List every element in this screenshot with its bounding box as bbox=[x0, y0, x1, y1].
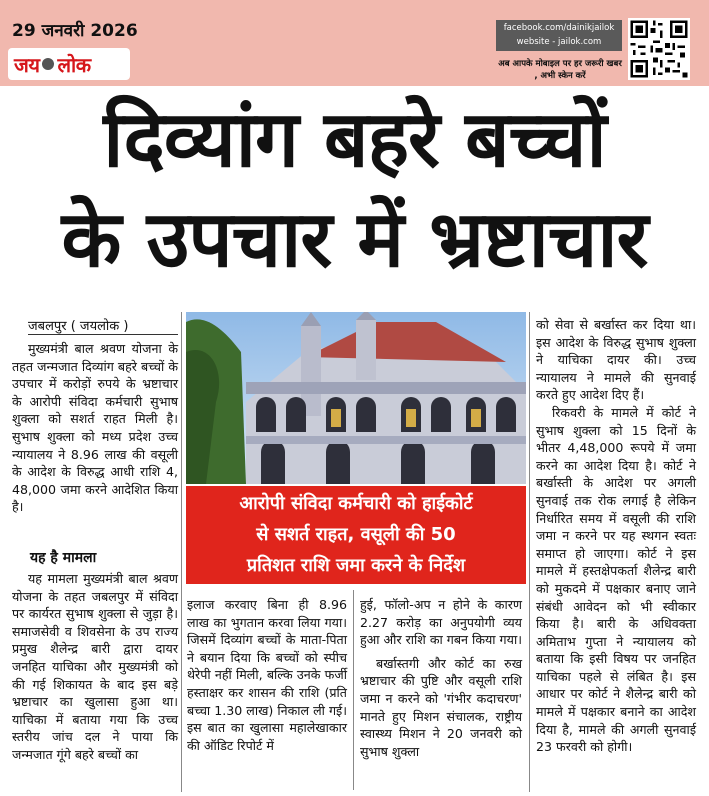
column-divider bbox=[181, 312, 182, 792]
issue-date: 29 जनवरी 2026 bbox=[12, 21, 138, 41]
qr-code-icon bbox=[628, 18, 690, 80]
article-column-1-top bbox=[12, 340, 178, 516]
headline-line-1: दिव्यांग बहरे बच्चों bbox=[103, 95, 606, 185]
caption-line-1: आरोपी संविदा कर्मचारी को हाईकोर्ट bbox=[239, 493, 473, 514]
article-paragraph: हुई, फॉलो-अप न होने के कारण 2.27 करोड़ का अनुपयोगी व्यय हुआ और राशि का गबन किया गया। bbox=[360, 597, 522, 648]
website-link[interactable]: website - jailok.com bbox=[516, 37, 602, 47]
caption-line-3: प्रतिशत राशि जमा करने के निर्देश bbox=[246, 555, 466, 576]
article-paragraph: को सेवा से बर्खास्त कर दिया था। इस आदेश के विरुद्ध सुभाष शुक्ला ने याचिका दायर की। उच्च न्यायालय ने मामले की सुनवाई करते हुए आदेश दिए हैं। bbox=[536, 317, 696, 403]
main-headline bbox=[0, 90, 709, 290]
article-paragraph: रिकवरी के मामले में कोर्ट ने सुभाष शुक्ला को 15 दिनों के भीतर 4,48,000 रूपये में जमा करने का आदेश दिया है। कोर्ट ने बर्खास्ती के आदेश पर अगली सुनवाई तक रोक लगाई है लेकिन निर्धारित समय में वसूली की राशि जमा न करने पर यह स्थगन स्वतः समाप्त हो जाएगा। कोर्ट ने इस मामले में हस्तक्षेपकर्ता शैलेन्द्र बारी को मुकदमे में पक्षकार बनाए जाने संबंधी आवेदन को भी स्वीकार किया है। बारी के अधिवक्ता अमिताभ गुप्ता ने न्यायालय को बताया कि इसी विषय पर जनहित याचिका पहले से लंबित है। इस आधार पर कोर्ट ने शैलेन्द्र बारी को मामले में पक्षकार बनाने का आदेश दिया है, मामले की अगली सुनवाई 23 फरवरी को होगी। bbox=[536, 404, 696, 755]
globe-icon bbox=[42, 58, 54, 70]
dateline: जबलपुर ( जयलोक ) bbox=[28, 316, 178, 335]
headline-line-2: के उपचार में भ्रष्टाचार bbox=[61, 195, 648, 285]
article-column-3 bbox=[360, 596, 522, 760]
article-paragraph: इलाज करवाए बिना ही 8.96 लाख का भुगतान करवा लिया गया। जिसमें दिव्यांग बच्चों के माता-पिता ने बयान दिया कि बच्चों को स्पीच थेरेपी नहीं मिली, बल्कि उनके फर्जी हस्ताक्षर कर शासन की राशि (प्रति बच्चा 1.30 लाख) निकाल ली गई। इस बात का खुलासा महालेखाकार की ऑडिट रिपोर्ट में bbox=[187, 597, 347, 753]
caption-line-2: से सशर्त राहत, वसूली की 50 bbox=[256, 524, 456, 545]
article-column-1-bottom bbox=[12, 570, 178, 764]
article-paragraph: बर्खास्तगी और कोर्ट का रुख भ्रष्टाचार की पुष्टि और वसूली राशि जमा न करने को 'गंभीर कदाचरण' मानते हुए मिशन संचालक, राष्ट्रीय स्वास्थ्य मिशन ने 20 जनवरी को सुभाष शुक्ला bbox=[360, 655, 522, 759]
scan-prompt: अब आपके मोबाइल पर हर जरूरी खबर , अभी स्केन करें bbox=[498, 59, 622, 81]
article-paragraph: यह मामला मुख्यमंत्री बाल श्रवण योजना के तहत जबलपुर में संविदा पर कार्यरत सुभाष शुक्ला से जुड़ा है। समाजसेवी व शिवसेना के उप राज्य प्रमुख शैलेन्द्र बारी द्वारा दायर जनहित याचिका और मुख्यमंत्री को की गई शिकायत के बाद इस बड़े भ्रष्टाचार का खुलासा हुआ था। याचिका में बताया गया कि उच्च स्तरीय जांच दल ने पाया कि जन्मजात गूंगे बहरे बच्चों का bbox=[12, 571, 178, 762]
facebook-link[interactable]: facebook.com/dainikjailok bbox=[503, 23, 615, 33]
article-column-2 bbox=[187, 596, 347, 754]
social-links bbox=[496, 20, 622, 51]
jailok-logo: जय लोक bbox=[8, 48, 130, 80]
column-divider bbox=[529, 312, 530, 792]
article-paragraph: मुख्यमंत्री बाल श्रवण योजना के तहत जन्मजात दिव्यांग बहरे बच्चों के उपचार में करोड़ों रुपये के भ्रष्टाचार के आरोपी संविदा कर्मचारी सुभाष शुक्ला को सशर्त राहत मिली है। सुभाष शुक्ला को मध्य प्रदेश उच्च न्यायालय ने 8.96 लाख की वसूली के आदेश के विरुद्ध आधी राशि 4, 48,000 जमा करने आदेशित किया है। bbox=[12, 341, 178, 515]
section-subhead: यह है मामला bbox=[30, 550, 97, 566]
article-column-4 bbox=[536, 316, 696, 756]
highlight-caption bbox=[186, 486, 526, 584]
masthead bbox=[0, 0, 709, 86]
high-court-photo bbox=[186, 312, 526, 484]
column-divider bbox=[353, 590, 354, 790]
